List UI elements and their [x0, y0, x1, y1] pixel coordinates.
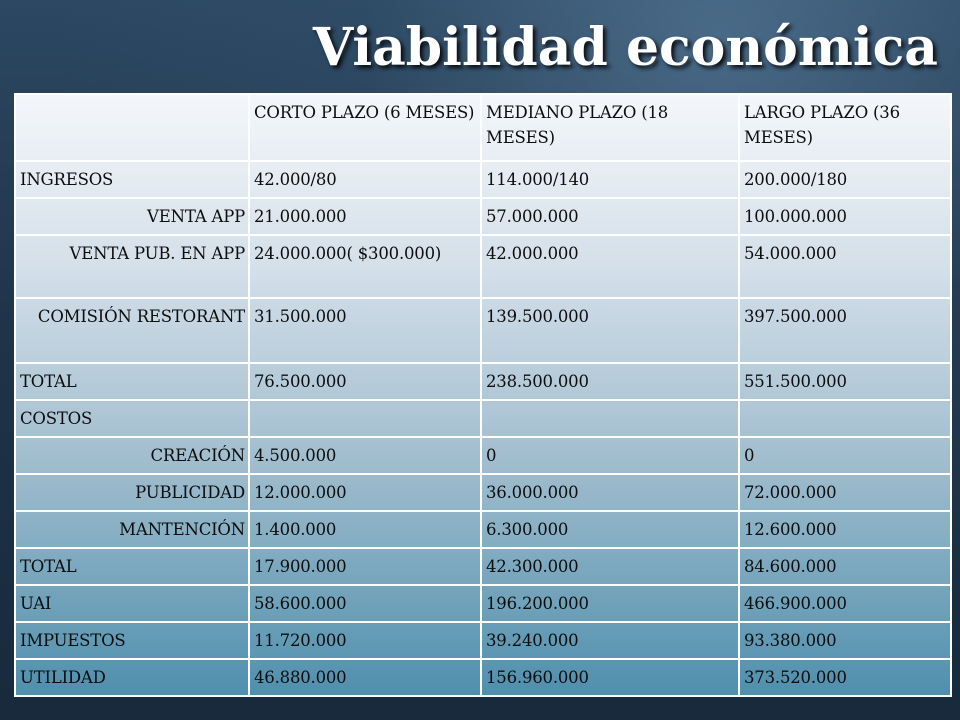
table-cell: 42.000.000 [481, 235, 739, 298]
header-cell-corto-plazo: CORTO PLAZO (6 MESES) [249, 94, 481, 161]
table-cell: 21.000.000 [249, 198, 481, 235]
table-cell: 100.000.000 [739, 198, 951, 235]
table-cell: 17.900.000 [249, 548, 481, 585]
row-label: TOTAL [15, 548, 249, 585]
table-cell: 238.500.000 [481, 363, 739, 400]
row-label: VENTA APP [15, 198, 249, 235]
table-cell: 12.600.000 [739, 511, 951, 548]
table-cell: 57.000.000 [481, 198, 739, 235]
table-row [15, 622, 951, 659]
header-cell-mediano-plazo: MEDIANO PLAZO (18 MESES) [481, 94, 739, 161]
table-body [15, 94, 951, 696]
table-cell: 24.000.000( $300.000) [249, 235, 481, 298]
table-cell: 93.380.000 [739, 622, 951, 659]
row-label: PUBLICIDAD [15, 474, 249, 511]
table-cell: 31.500.000 [249, 298, 481, 363]
table-row [15, 298, 951, 363]
table-cell: 36.000.000 [481, 474, 739, 511]
table-cell [249, 400, 481, 437]
row-label: IMPUESTOS [15, 622, 249, 659]
table-cell: 156.960.000 [481, 659, 739, 696]
table-cell: 39.240.000 [481, 622, 739, 659]
table-cell: 0 [481, 437, 739, 474]
header-cell-largo-plazo: LARGO PLAZO (36 MESES) [739, 94, 951, 161]
table-cell: 58.600.000 [249, 585, 481, 622]
economic-viability-table [14, 93, 952, 697]
table-cell: 84.600.000 [739, 548, 951, 585]
table-cell: 11.720.000 [249, 622, 481, 659]
row-label: INGRESOS [15, 161, 249, 198]
table-cell: 196.200.000 [481, 585, 739, 622]
table-cell: 200.000/180 [739, 161, 951, 198]
row-label: COSTOS [15, 400, 249, 437]
row-label: UAI [15, 585, 249, 622]
table-cell: 1.400.000 [249, 511, 481, 548]
table-row [15, 511, 951, 548]
table-row [15, 400, 951, 437]
row-label: VENTA PUB. EN APP [15, 235, 249, 298]
table-header-row [15, 94, 951, 161]
row-label: CREACIÓN [15, 437, 249, 474]
table-cell: 397.500.000 [739, 298, 951, 363]
table-cell: 139.500.000 [481, 298, 739, 363]
table-cell: 0 [739, 437, 951, 474]
table-cell: 466.900.000 [739, 585, 951, 622]
header-cell-empty [15, 94, 249, 161]
row-label: UTILIDAD [15, 659, 249, 696]
row-label: COMISIÓN RESTORANT [15, 298, 249, 363]
table-cell: 6.300.000 [481, 511, 739, 548]
table-row [15, 235, 951, 298]
table-cell: 54.000.000 [739, 235, 951, 298]
table-row [15, 437, 951, 474]
table-cell: 42.000/80 [249, 161, 481, 198]
table-cell: 4.500.000 [249, 437, 481, 474]
table-row [15, 363, 951, 400]
table-row [15, 548, 951, 585]
table-row [15, 474, 951, 511]
table-cell: 114.000/140 [481, 161, 739, 198]
table-cell: 12.000.000 [249, 474, 481, 511]
table-cell: 72.000.000 [739, 474, 951, 511]
table-cell: 46.880.000 [249, 659, 481, 696]
table-cell: 76.500.000 [249, 363, 481, 400]
row-label: MANTENCIÓN [15, 511, 249, 548]
table-cell [739, 400, 951, 437]
table-row [15, 198, 951, 235]
table-cell [481, 400, 739, 437]
row-label: TOTAL [15, 363, 249, 400]
table-cell: 551.500.000 [739, 363, 951, 400]
table-cell: 42.300.000 [481, 548, 739, 585]
table-row [15, 585, 951, 622]
table-row [15, 161, 951, 198]
table-row [15, 659, 951, 696]
slide-title: Viabilidad económica [312, 17, 938, 78]
table-cell: 373.520.000 [739, 659, 951, 696]
